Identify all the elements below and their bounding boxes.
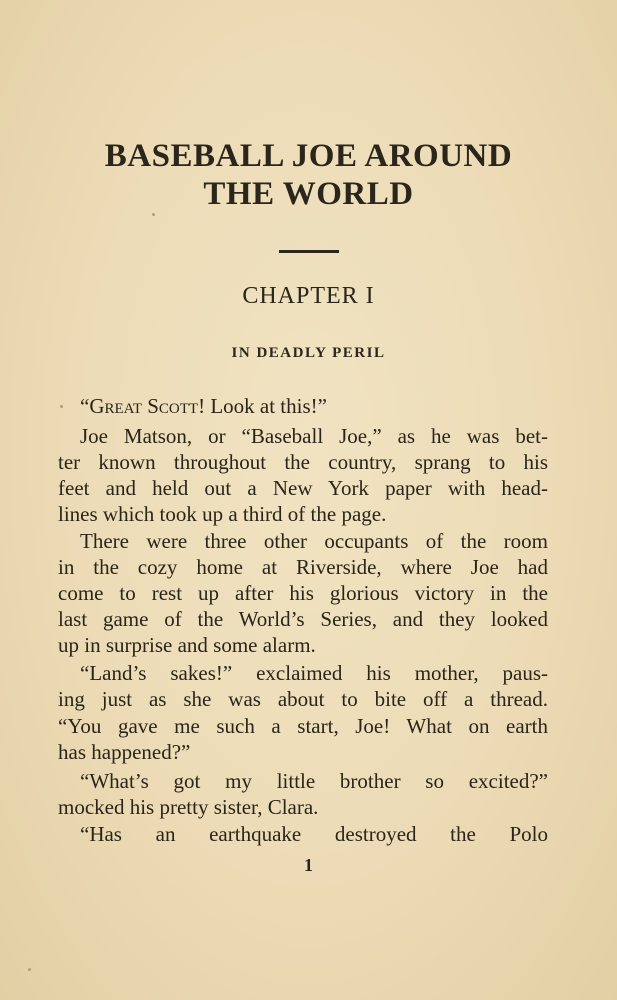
text-line: “You gave me such a start, Joe! What on earth: [58, 714, 548, 738]
text-line: in the cozy home at Riverside, where Joe had: [58, 555, 548, 579]
text-line: There were three other occupants of the room: [80, 529, 548, 553]
paper-speck: [60, 405, 63, 408]
book-title-line-1: BASEBALL JOE AROUND: [104, 138, 513, 174]
page-number: 1: [304, 855, 313, 875]
book-title-line-2: THE WORLD: [203, 176, 414, 212]
text-line: last game of the World’s Series, and they looked: [58, 607, 548, 631]
chapter-title: IN DEADLY PERIL: [231, 345, 386, 361]
text-line: come to rest up after his glorious victory in the: [58, 581, 548, 605]
text-line: feet and held out a New York paper with head-: [58, 476, 548, 500]
text-line: Joe Matson, or “Baseball Joe,” as he was bet-: [80, 424, 548, 448]
text-line: has happened?”: [58, 740, 191, 764]
text-line: up in surprise and some alarm.: [58, 633, 316, 657]
text-line: mocked his pretty sister, Clara.: [58, 795, 319, 819]
paper-speck: [152, 213, 155, 216]
title-divider: [279, 250, 339, 253]
text-line: “Has an earthquake destroyed the Polo: [80, 822, 548, 846]
text-line: [80, 393, 548, 419]
text-line: “What’s got my little brother so excited?”: [80, 769, 548, 793]
small-caps-text: “Great Scott!: [80, 394, 206, 418]
text-line: ter known throughout the country, sprang to his: [58, 450, 548, 474]
text-line: lines which took up a third of the page.: [58, 502, 387, 526]
text-line: ing just as she was about to bite off a thread.: [58, 687, 548, 711]
line-text: Look at this!”: [205, 394, 327, 418]
paper-speck: [28, 968, 31, 971]
text-line: “Land’s sakes!” exclaimed his mother, paus-: [80, 661, 548, 685]
chapter-number: CHAPTER I: [242, 283, 375, 309]
